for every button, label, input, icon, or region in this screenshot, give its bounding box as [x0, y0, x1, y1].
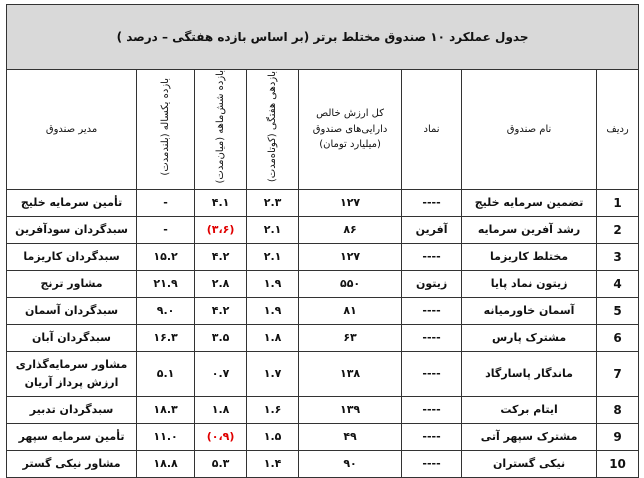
cell-nav: ۱۲۷	[299, 243, 402, 270]
cell-nav: ۱۳۹	[299, 396, 402, 423]
cell-fund-name: رشد آفرین سرمایه	[462, 216, 597, 243]
cell-six-month: ۰.۷	[195, 351, 247, 396]
table-row	[7, 396, 639, 423]
header-yearly-return-label: بازده یکساله (بلندمدت)	[159, 77, 171, 176]
cell-fund-name: زیتون نماد پایا	[462, 270, 597, 297]
cell-nav: ۵۵۰	[299, 270, 402, 297]
table-row	[7, 351, 639, 396]
cell-manager: تأمین سرمایه سپهر	[7, 423, 137, 450]
cell-nav: ۶۳	[299, 324, 402, 351]
cell-weekly: ۱.۵	[247, 423, 299, 450]
table-row	[7, 324, 639, 351]
header-fund-name: نام صندوق	[462, 70, 597, 190]
header-symbol: نماد	[402, 70, 462, 190]
cell-yearly: ۵.۱	[137, 351, 195, 396]
cell-fund-name: مشترک سپهر آتی	[462, 423, 597, 450]
cell-symbol: ----	[402, 351, 462, 396]
cell-manager: سبدگردان آبان	[7, 324, 137, 351]
cell-row-no: 9	[597, 423, 639, 450]
cell-six-month: ۱.۸	[195, 396, 247, 423]
table-row	[7, 423, 639, 450]
cell-symbol: ----	[402, 324, 462, 351]
cell-six-month: ۴.۲	[195, 243, 247, 270]
table-title: جدول عملکرد ۱۰ صندوق مختلط برتر (بر اساس بازده هفتگی – درصد )	[7, 5, 639, 70]
cell-symbol: ----	[402, 423, 462, 450]
cell-symbol: ----	[402, 243, 462, 270]
cell-six-month: (۳،۶)	[195, 216, 247, 243]
cell-manager: سبدگردان تدبیر	[7, 396, 137, 423]
cell-yearly: ۱۸.۳	[137, 396, 195, 423]
cell-row-no: 7	[597, 351, 639, 396]
cell-yearly: ۹.۰	[137, 297, 195, 324]
cell-manager: تأمین سرمایه خلیج	[7, 189, 137, 216]
cell-weekly: ۲.۱	[247, 216, 299, 243]
header-nav: کل ارزش خالص دارایی‌های صندوق (میلیارد تومان)	[299, 70, 402, 190]
cell-fund-name: مشترک پارس	[462, 324, 597, 351]
cell-fund-name: مختلط کاریزما	[462, 243, 597, 270]
cell-nav: ۱۳۸	[299, 351, 402, 396]
cell-six-month: ۵.۳	[195, 450, 247, 477]
cell-weekly: ۱.۴	[247, 450, 299, 477]
cell-yearly: -	[137, 189, 195, 216]
cell-fund-name: ماندگار پاسارگاد	[462, 351, 597, 396]
cell-row-no: 2	[597, 216, 639, 243]
cell-manager: مشاور نیکی گستر	[7, 450, 137, 477]
header-six-month-return-label: بازده شش‌ماهه (میان‌مدت)	[214, 70, 226, 184]
cell-fund-name: تضمین سرمایه خلیج	[462, 189, 597, 216]
cell-weekly: ۲.۱	[247, 243, 299, 270]
cell-manager: سبدگردان کاریزما	[7, 243, 137, 270]
header-row-no: ردیف	[597, 70, 639, 190]
cell-nav: ۸۱	[299, 297, 402, 324]
cell-symbol: ----	[402, 189, 462, 216]
header-manager: مدیر صندوق	[7, 70, 137, 190]
table-row	[7, 189, 639, 216]
header-weekly-return-label: بازدهی هفتگی (کوتاه‌مدت)	[266, 71, 278, 183]
cell-yearly: -	[137, 216, 195, 243]
cell-yearly: ۲۱.۹	[137, 270, 195, 297]
cell-nav: ۱۲۷	[299, 189, 402, 216]
cell-weekly: ۱.۹	[247, 270, 299, 297]
table-row	[7, 243, 639, 270]
cell-symbol: ----	[402, 450, 462, 477]
cell-weekly: ۲.۳	[247, 189, 299, 216]
header-six-month-return	[195, 70, 247, 190]
cell-yearly: ۱۵.۲	[137, 243, 195, 270]
fund-table-container	[6, 4, 638, 471]
cell-fund-name: نیکی گستران	[462, 450, 597, 477]
cell-weekly: ۱.۶	[247, 396, 299, 423]
cell-yearly: ۱۱.۰	[137, 423, 195, 450]
cell-row-no: 10	[597, 450, 639, 477]
table-row	[7, 216, 639, 243]
cell-six-month: (۰،۹)	[195, 423, 247, 450]
cell-nav: ۹۰	[299, 450, 402, 477]
cell-six-month: ۲.۸	[195, 270, 247, 297]
header-weekly-return	[247, 70, 299, 190]
cell-yearly: ۱۶.۳	[137, 324, 195, 351]
cell-nav: ۸۶	[299, 216, 402, 243]
cell-symbol: ----	[402, 297, 462, 324]
cell-symbol: آفرین	[402, 216, 462, 243]
cell-weekly: ۱.۹	[247, 297, 299, 324]
cell-nav: ۴۹	[299, 423, 402, 450]
cell-row-no: 3	[597, 243, 639, 270]
cell-row-no: 5	[597, 297, 639, 324]
cell-fund-name: ایتام برکت	[462, 396, 597, 423]
cell-weekly: ۱.۷	[247, 351, 299, 396]
cell-yearly: ۱۸.۸	[137, 450, 195, 477]
cell-row-no: 8	[597, 396, 639, 423]
cell-manager: مشاور ترنج	[7, 270, 137, 297]
cell-manager: سبدگردان سودآفرین	[7, 216, 137, 243]
cell-six-month: ۳.۵	[195, 324, 247, 351]
table-row	[7, 297, 639, 324]
cell-row-no: 1	[597, 189, 639, 216]
cell-symbol: زیتون	[402, 270, 462, 297]
cell-manager: سبدگردان آسمان	[7, 297, 137, 324]
cell-six-month: ۴.۱	[195, 189, 247, 216]
cell-weekly: ۱.۸	[247, 324, 299, 351]
cell-fund-name: آسمان خاورمیانه	[462, 297, 597, 324]
fund-performance-table	[6, 4, 639, 478]
cell-row-no: 6	[597, 324, 639, 351]
table-row	[7, 270, 639, 297]
table-row	[7, 450, 639, 477]
cell-row-no: 4	[597, 270, 639, 297]
cell-symbol: ----	[402, 396, 462, 423]
cell-manager: مشاور سرمایه‌گذاری ارزش پرداز آریان	[7, 351, 137, 396]
header-yearly-return	[137, 70, 195, 190]
cell-six-month: ۴.۲	[195, 297, 247, 324]
